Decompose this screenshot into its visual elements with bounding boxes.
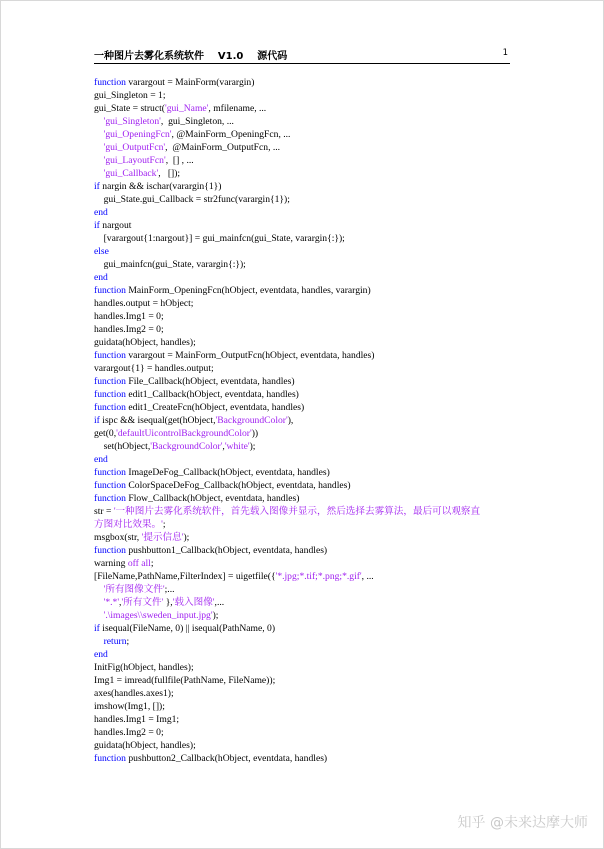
code-line: [94, 89, 514, 102]
code-text: [94, 597, 104, 608]
code-text: );: [183, 532, 190, 543]
code-text: axes(handles.axes1);: [94, 688, 174, 699]
code-keyword: function: [94, 350, 126, 361]
code-text: ,...: [214, 597, 225, 608]
code-line: [94, 427, 514, 440]
code-line: [94, 115, 514, 128]
code-keyword: end: [94, 649, 108, 660]
code-string: off all: [127, 558, 151, 569]
code-line: [94, 661, 514, 674]
code-line: [94, 180, 514, 193]
code-line: [94, 713, 514, 726]
code-text: str =: [94, 506, 114, 517]
code-text: handles.Img2 = 0;: [94, 324, 164, 335]
code-text: [94, 636, 104, 647]
code-text: );: [249, 441, 256, 452]
code-string: '提示信息': [141, 532, 184, 543]
code-line: [94, 375, 514, 388]
code-string: 'BackgroundColor': [150, 441, 223, 452]
code-text: varargout{1} = handles.output;: [94, 363, 214, 374]
code-line: [94, 271, 514, 284]
code-text: imshow(Img1, []);: [94, 701, 165, 712]
code-line: [94, 141, 514, 154]
code-string: '所有图像文件': [103, 584, 165, 595]
code-text: nargin && ischar(varargin{1}): [99, 181, 222, 192]
header-rule: [94, 63, 510, 64]
code-line: [94, 102, 514, 115]
code-text: ,: [119, 597, 122, 608]
code-keyword: function: [94, 389, 126, 400]
code-keyword: function: [94, 376, 126, 387]
code-line: [94, 284, 514, 297]
code-line: [94, 440, 514, 453]
code-line: [94, 596, 514, 609]
code-text: edit1_Callback(hObject, eventdata, handles): [125, 389, 299, 400]
code-string: 'white': [224, 441, 250, 452]
code-line: [94, 505, 514, 518]
code-line: [94, 609, 514, 622]
code-text: gui_State = struct(: [94, 103, 165, 114]
code-string: '*.jpg;*.tif;*.png;*.gif': [275, 571, 362, 582]
header-title: 一种图片去雾化系统软件 V1.0 源代码: [94, 51, 288, 62]
code-keyword: function: [94, 285, 126, 296]
code-line: [94, 687, 514, 700]
code-text: [94, 116, 104, 127]
code-text: ImageDeFog_Callback(hObject, eventdata, handles): [125, 467, 330, 478]
page-number: 1: [502, 48, 508, 58]
code-line: [94, 635, 514, 648]
code-text: );: [212, 610, 219, 621]
code-string: '.\images\\sweden_input.jpg': [103, 610, 213, 621]
code-text: gui_Singleton = 1;: [94, 90, 166, 101]
code-string: '一种图片去雾化系统软件，首先载入图像并显示，然后选择去雾算法，最后可以观察直: [113, 506, 481, 517]
code-keyword: function: [94, 493, 126, 504]
code-line: [94, 349, 514, 362]
code-string: 'gui_Callback': [103, 168, 159, 179]
code-keyword: function: [94, 545, 126, 556]
code-string: 'gui_LayoutFcn': [103, 155, 166, 166]
code-line: [94, 297, 514, 310]
code-text: guidata(hObject, handles);: [94, 337, 196, 348]
code-text: warning: [94, 558, 128, 569]
code-keyword: function: [94, 480, 126, 491]
code-text: MainForm_OpeningFcn(hObject, eventdata, handles, varargin): [125, 285, 371, 296]
code-line: [94, 739, 514, 752]
code-line: [94, 388, 514, 401]
code-keyword: if: [94, 181, 100, 192]
code-line: [94, 76, 514, 89]
code-text: , mfilename, ...: [208, 103, 267, 114]
code-text: ColorSpaceDeFog_Callback(hObject, eventdata, handles): [125, 480, 351, 491]
code-line: [94, 401, 514, 414]
code-text: ;: [150, 558, 154, 569]
code-string: 'gui_OutputFcn': [103, 142, 166, 153]
code-text: gui_mainfcn(gui_State, varargin{:});: [94, 259, 246, 270]
code-text: pushbutton2_Callback(hObject, eventdata, handles): [125, 753, 328, 764]
code-string: '载入图像': [172, 597, 215, 608]
watermark: 知乎 @未来达摩大师: [457, 815, 588, 831]
code-line: [94, 726, 514, 739]
code-text: handles.Img1 = Img1;: [94, 714, 180, 725]
code-text: [varargout{1:nargout}] = gui_mainfcn(gui_State, varargin{:});: [94, 233, 345, 244]
code-text: varargout = MainForm_OutputFcn(hObject, eventdata, handles): [125, 350, 375, 361]
code-text: )): [251, 428, 259, 439]
code-line: [94, 154, 514, 167]
code-text: },: [163, 597, 173, 608]
code-line: [94, 674, 514, 687]
code-text: set(hObject,: [94, 441, 151, 452]
code-line: [94, 193, 514, 206]
code-text: isequal(FileName, 0) || isequal(PathName, 0): [99, 623, 276, 634]
code-text: guidata(hObject, handles);: [94, 740, 196, 751]
code-text: , @MainForm_OpeningFcn, ...: [171, 129, 291, 140]
code-text: [94, 155, 104, 166]
code-line: [94, 414, 514, 427]
code-text: Flow_Callback(hObject, eventdata, handles): [125, 493, 300, 504]
code-keyword: function: [94, 753, 126, 764]
source-code-listing: [94, 76, 514, 765]
code-text: [94, 168, 104, 179]
code-line: [94, 544, 514, 557]
code-text: , ...: [361, 571, 374, 582]
code-string: 'gui_Name': [164, 103, 209, 114]
code-line: [94, 583, 514, 596]
code-line: [94, 700, 514, 713]
code-text: handles.Img1 = 0;: [94, 311, 164, 322]
code-text: Img1 = imread(fullfile(PathName, FileName));: [94, 675, 276, 686]
code-keyword: if: [94, 623, 100, 634]
code-line: [94, 622, 514, 635]
code-line: [94, 752, 514, 765]
code-keyword: end: [94, 272, 108, 283]
code-keyword: if: [94, 415, 100, 426]
code-text: handles.Img2 = 0;: [94, 727, 164, 738]
code-keyword: else: [94, 246, 109, 257]
code-text: msgbox(str,: [94, 532, 142, 543]
code-text: , @MainForm_OutputFcn, ...: [165, 142, 281, 153]
code-keyword: function: [94, 467, 126, 478]
code-text: InitFig(hObject, handles);: [94, 662, 194, 673]
code-string: 'defaultUicontrolBackgroundColor': [116, 428, 252, 439]
code-line: [94, 453, 514, 466]
code-line: [94, 258, 514, 271]
code-text: , [] , ...: [165, 155, 194, 166]
code-line: [94, 245, 514, 258]
code-text: [FileName,PathName,FilterIndex] = uigetfile({: [94, 571, 276, 582]
code-text: , []);: [158, 168, 181, 179]
code-text: get(0,: [94, 428, 117, 439]
code-text: ispc && isequal(get(hObject,: [99, 415, 216, 426]
code-text: [94, 129, 104, 140]
code-line: [94, 323, 514, 336]
code-line: [94, 128, 514, 141]
code-string: '*.*': [103, 597, 120, 608]
code-text: ),: [287, 415, 294, 426]
code-string: 方图对比效果。': [94, 519, 163, 530]
code-keyword: if: [94, 220, 100, 231]
code-keyword: return: [103, 636, 127, 647]
code-line: [94, 648, 514, 661]
code-line: [94, 167, 514, 180]
code-line: [94, 219, 514, 232]
code-line: [94, 492, 514, 505]
code-text: ;...: [164, 584, 175, 595]
code-keyword: end: [94, 454, 108, 465]
code-line: [94, 466, 514, 479]
code-keyword: function: [94, 402, 126, 413]
code-line: [94, 518, 514, 531]
code-string: '所有文件': [121, 597, 164, 608]
code-string: 'gui_Singleton': [103, 116, 161, 127]
code-line: [94, 531, 514, 544]
code-line: [94, 310, 514, 323]
code-text: , gui_Singleton, ...: [160, 116, 234, 127]
page-header: [94, 47, 510, 63]
code-line: [94, 557, 514, 570]
code-line: [94, 479, 514, 492]
code-line: [94, 232, 514, 245]
code-text: [94, 610, 104, 621]
code-text: edit1_CreateFcn(hObject, eventdata, handles): [125, 402, 305, 413]
code-text: ;: [126, 636, 130, 647]
code-keyword: end: [94, 207, 108, 218]
code-text: ;: [162, 519, 166, 530]
code-text: handles.output = hObject;: [94, 298, 194, 309]
code-text: File_Callback(hObject, eventdata, handles): [125, 376, 295, 387]
code-line: [94, 336, 514, 349]
code-text: [94, 142, 104, 153]
code-text: varargout = MainForm(varargin): [125, 77, 255, 88]
code-text: ,: [222, 441, 225, 452]
code-string: 'gui_OpeningFcn': [103, 129, 172, 140]
code-text: pushbutton1_Callback(hObject, eventdata, handles): [125, 545, 328, 556]
code-text: nargout: [99, 220, 132, 231]
code-string: 'BackgroundColor': [215, 415, 288, 426]
code-line: [94, 206, 514, 219]
code-keyword: function: [94, 77, 126, 88]
code-text: gui_State.gui_Callback = str2func(varargin{1});: [94, 194, 290, 205]
code-line: [94, 362, 514, 375]
code-text: [94, 584, 104, 595]
code-line: [94, 570, 514, 583]
